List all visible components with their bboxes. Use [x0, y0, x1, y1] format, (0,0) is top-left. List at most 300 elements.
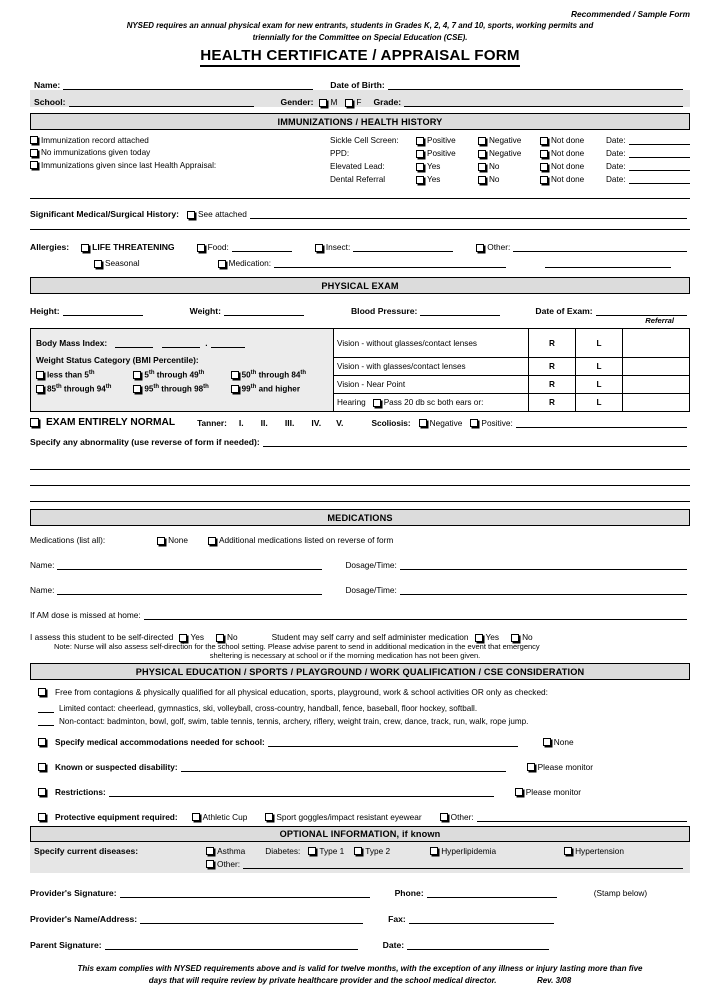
input[interactable] [629, 149, 690, 158]
hearing-pass-checkbox[interactable] [373, 399, 381, 407]
medications-none-label: None [168, 535, 188, 545]
scoliosis-positive-checkbox[interactable] [470, 419, 478, 427]
bmi-input-3[interactable] [211, 338, 245, 348]
label: No [489, 175, 500, 184]
scoliosis-label: Scoliosis: [371, 417, 411, 428]
scoliosis-negative-checkbox[interactable] [419, 419, 427, 427]
physical-exam-section-header: PHYSICAL EXAM [30, 277, 690, 294]
self-carry-no-label: No [522, 632, 533, 642]
protective-other-label: Other: [450, 812, 474, 822]
divider [30, 198, 690, 199]
label: No [489, 162, 500, 171]
hyperlipidemia-checkbox[interactable] [430, 847, 438, 855]
medications-list-all-label: Medications (list all): [30, 535, 106, 545]
ppd-positive[interactable] [416, 149, 478, 158]
vision-with-left[interactable]: L [575, 358, 622, 375]
vision-near-left[interactable]: L [575, 376, 622, 393]
label: Date: [606, 175, 626, 184]
type2-label: Type 2 [365, 846, 391, 856]
medication-allergy-checkbox[interactable] [218, 260, 226, 268]
gender-male-label: M [330, 97, 338, 107]
checkbox[interactable] [540, 150, 548, 158]
non-contact-row [30, 713, 690, 726]
medication-note-line1: Note: Nurse will also assess self-direction for the school setting. Please advise parent to send in additional medication in the event that emergency [54, 642, 540, 651]
disability-input[interactable] [181, 762, 506, 772]
bmi-label: Body Mass Index: [36, 338, 108, 348]
accommodations-input[interactable] [268, 737, 518, 747]
name-label: Name: [34, 80, 61, 90]
non-contact-input[interactable] [38, 717, 54, 726]
input[interactable] [629, 162, 690, 171]
asthma-label: Asthma [217, 846, 246, 856]
health-tests-list [330, 134, 690, 186]
abnormality-label: Specify any abnormality (use reverse of form if needed): [30, 437, 260, 447]
checkbox[interactable] [416, 150, 424, 158]
checkbox[interactable] [540, 176, 548, 184]
tanner-label: Tanner: [197, 417, 227, 428]
elevated-lead-yes[interactable] [416, 162, 478, 171]
grade-label: Grade: [373, 97, 402, 107]
no-immunizations-checkbox[interactable] [30, 149, 38, 157]
grade-input[interactable] [404, 97, 683, 107]
protective-other-input[interactable] [477, 812, 687, 822]
percentile-row-1 [36, 368, 328, 382]
type2-checkbox[interactable] [354, 847, 362, 855]
school-label: School: [34, 97, 66, 107]
bmi-input-1[interactable] [115, 338, 153, 348]
hearing-cell [334, 394, 528, 411]
self-carry-yes-label: Yes [485, 632, 500, 642]
food-allergy-input[interactable] [232, 242, 292, 252]
ppd-label: PPD: [330, 149, 350, 158]
immunizations-since-checkbox[interactable] [30, 161, 38, 169]
list-item[interactable] [30, 134, 330, 147]
blood-pressure-input[interactable] [420, 306, 500, 316]
immunizations-section-header: IMMUNIZATIONS / HEALTH HISTORY [30, 113, 690, 130]
checkbox[interactable] [478, 163, 486, 171]
allergies-row-2 [30, 252, 690, 268]
self-directed-no-checkbox[interactable] [216, 634, 224, 642]
input[interactable] [629, 175, 690, 184]
insect-allergy-checkbox[interactable] [315, 244, 323, 252]
height-label: Height: [30, 306, 60, 316]
diabetes-label: Diabetes: [265, 846, 301, 856]
protective-equipment-checkbox[interactable] [38, 813, 46, 821]
vision-near-right[interactable]: R [528, 376, 575, 393]
protective-equipment-row [30, 808, 690, 822]
label: Not done [551, 136, 585, 145]
checkbox[interactable] [478, 150, 486, 158]
allergies-label: Allergies: [30, 242, 70, 252]
checkbox[interactable] [231, 371, 239, 379]
vision-without-right[interactable]: R [528, 329, 575, 357]
checkbox[interactable] [540, 137, 548, 145]
asthma-checkbox[interactable] [206, 847, 214, 855]
label: Date: [606, 149, 626, 158]
hearing-label: Hearing [337, 398, 366, 407]
tanner-stage-v[interactable]: V. [336, 417, 344, 428]
immunization-record-label: Immunization record attached [41, 135, 149, 145]
vitals-row [30, 301, 690, 316]
parent-date-input[interactable] [407, 940, 549, 950]
medication-note-line2: sheltering is necessary at school or if the morning medication has not been given. [209, 651, 481, 660]
disability-checkbox[interactable] [38, 763, 46, 771]
percentile-less-than-5[interactable]: less than 5th [36, 370, 133, 380]
medication-name-label-2: Name: [30, 585, 55, 595]
abnormality-line-2[interactable] [30, 454, 690, 470]
abnormality-input[interactable] [263, 437, 687, 447]
hearing-referral[interactable] [622, 394, 689, 411]
see-attached-checkbox[interactable] [187, 211, 195, 219]
accommodations-checkbox[interactable] [38, 738, 46, 746]
hearing-right[interactable]: R [528, 394, 575, 411]
medication-dosage-label-1: Dosage/Time: [345, 560, 397, 570]
nysed-requirement-note [30, 19, 690, 43]
test-row-elevated-lead [330, 160, 690, 173]
checkbox[interactable] [478, 137, 486, 145]
restrictions-row [30, 783, 690, 797]
test-row-ppd [330, 147, 690, 160]
label: Negative [489, 149, 522, 158]
label: Date: [606, 136, 626, 145]
footer-line1: This exam complies with NYSED requirements above and is valid for twelve months, with the exception of any illness or injury lasting more than five [77, 964, 643, 973]
pe-section-header: PHYSICAL EDUCATION / SPORTS / PLAYGROUND / WORK QUALIFICATION / CSE CONSIDERATION [30, 663, 690, 680]
provider-address-row [30, 909, 690, 924]
provider-signature-label: Provider's Signature: [30, 888, 117, 898]
label: Positive [427, 149, 456, 158]
referral-column-label: Referral [645, 316, 674, 325]
table-row [334, 358, 689, 376]
vision-near-referral[interactable] [622, 376, 689, 393]
sickle-cell-date[interactable] [606, 136, 690, 145]
vision-hearing-table [334, 329, 689, 411]
other-allergy-label: Other: [487, 242, 511, 252]
immunizations-body [30, 134, 690, 186]
test-row-dental-referral [330, 173, 690, 186]
recommended-sample-label: Recommended / Sample Form [571, 9, 690, 19]
tanner-stage-iii[interactable]: III. [284, 417, 295, 428]
optional-section-header: OPTIONAL INFORMATION, if known [30, 826, 690, 842]
medication-name-label-1: Name: [30, 560, 55, 570]
parent-date-label: Date: [382, 940, 405, 950]
divider [30, 229, 690, 230]
sickle-cell-label: Sickle Cell Screen: [330, 136, 399, 145]
checkbox[interactable] [231, 385, 239, 393]
immunizations-since-label: Immunizations given since last Health Appraisal: [41, 160, 217, 170]
medication-name-input-2[interactable] [57, 585, 322, 595]
self-carry-yes-checkbox[interactable] [475, 634, 483, 642]
checkbox[interactable] [540, 163, 548, 171]
bmi-row: Body Mass Index: . [36, 333, 328, 348]
disability-row [30, 758, 690, 772]
disability-label: Known or suspected disability: [55, 762, 178, 772]
vision-with-referral[interactable] [622, 358, 689, 375]
hyperlipidemia-label: Hyperlipidemia [441, 846, 497, 856]
food-allergy-checkbox[interactable] [197, 244, 205, 252]
medication-row-1 [30, 555, 690, 570]
limited-contact-label: Limited contact: cheerlead, gymnastics, ski, volleyball, cross-country, handball, fence, baseball, floor hockey, softball. [59, 704, 478, 713]
provider-name-address-input[interactable] [140, 914, 363, 924]
protective-other-checkbox[interactable] [440, 813, 448, 821]
sickle-cell-positive[interactable] [416, 136, 478, 145]
abnormality-line-3[interactable] [30, 470, 690, 486]
checkbox[interactable] [478, 176, 486, 184]
am-dose-row [30, 605, 690, 620]
checkbox[interactable] [416, 163, 424, 171]
restrictions-checkbox[interactable] [38, 788, 46, 796]
checkbox[interactable] [36, 385, 44, 393]
vision-with-glasses-label: Vision - with glasses/contact lenses [337, 362, 466, 371]
provider-name-address-label: Provider's Name/Address: [30, 914, 138, 924]
accommodations-none-label: None [553, 737, 574, 747]
vision-without-left[interactable]: L [575, 329, 622, 357]
medical-history-input[interactable] [250, 209, 687, 219]
identity-block [30, 73, 690, 107]
restrictions-label: Restrictions: [55, 787, 106, 797]
dental-referral-date[interactable] [606, 175, 690, 184]
hypertension-checkbox[interactable] [564, 847, 572, 855]
parent-signature-row [30, 935, 690, 950]
bmi-panel [31, 329, 334, 411]
free-from-contagions-row [30, 685, 690, 699]
input[interactable] [629, 136, 690, 145]
immunization-record-checkbox[interactable] [30, 136, 38, 144]
percentile-99-and-higher[interactable]: 99th and higher [231, 384, 328, 394]
bmi-input-2[interactable] [162, 338, 200, 348]
label: Yes [427, 162, 441, 171]
disease-other-checkbox[interactable] [206, 860, 214, 868]
diseases-row [34, 845, 686, 857]
protective-equipment-label: Protective equipment required: [55, 812, 178, 822]
gender-female-label: F [356, 97, 362, 107]
height-input[interactable] [63, 306, 143, 316]
disease-other-label: Other: [217, 859, 241, 869]
hearing-left[interactable]: L [575, 394, 622, 411]
label: Negative [489, 136, 522, 145]
am-dose-missed-input[interactable] [144, 610, 687, 620]
non-contact-label: Non-contact: badminton, bowl, golf, swim, table tennis, tennis, archery, riflery, weight train, crew, dance, track, run, walk, rope jump. [59, 717, 529, 726]
vision-with-right[interactable]: R [528, 358, 575, 375]
dob-input[interactable] [388, 80, 683, 90]
medications-options-row [30, 530, 690, 545]
list-item[interactable] [30, 159, 330, 172]
checkbox[interactable] [133, 371, 141, 379]
exam-entirely-normal-label: EXAM ENTIRELY NORMAL [46, 417, 176, 428]
medication-allergy-label: Medication: [228, 258, 272, 268]
gender-male-checkbox[interactable] [319, 99, 327, 107]
see-attached-label: See attached [198, 209, 247, 219]
life-threatening-checkbox[interactable] [81, 244, 89, 252]
accommodations-label: Specify medical accommodations needed for school: [55, 737, 265, 747]
footer-line2: days that will require review by private healthcare provider and the school medical director. [148, 976, 497, 985]
accommodations-row [30, 733, 690, 747]
checkbox[interactable] [416, 176, 424, 184]
type1-checkbox[interactable] [308, 847, 316, 855]
medication-row-2 [30, 580, 690, 595]
self-directed-label: I assess this student to be self-directed [30, 632, 174, 642]
other-allergy-checkbox[interactable] [476, 244, 484, 252]
athletic-cup-checkbox[interactable] [192, 813, 200, 821]
parent-signature-input[interactable] [105, 940, 358, 950]
page-title [30, 47, 690, 64]
disability-monitor-label: Please monitor [537, 762, 593, 772]
ppd-notdone[interactable] [540, 149, 606, 158]
weight-status-label: Weight Status Category (BMI Percentile): [36, 355, 199, 365]
nysed-note-line2: triennially for the Committee on Special Education (CSE). [252, 32, 468, 42]
insect-allergy-label: Insect: [325, 242, 351, 252]
accommodations-none-checkbox[interactable] [543, 738, 551, 746]
self-directed-yes-checkbox[interactable] [179, 634, 187, 642]
sickle-cell-notdone[interactable] [540, 136, 606, 145]
percentile-95-through-98[interactable]: 95th through 98th [133, 384, 230, 394]
restrictions-monitor-checkbox[interactable] [515, 788, 523, 796]
parent-signature-label: Parent Signature: [30, 940, 102, 950]
scoliosis-positive-label: Positive: [481, 417, 513, 428]
limited-contact-input[interactable] [38, 704, 54, 713]
medications-none-checkbox[interactable] [157, 537, 165, 545]
fax-input[interactable] [409, 914, 554, 924]
list-item[interactable] [30, 147, 330, 160]
allergy-extra-input[interactable] [545, 258, 671, 268]
immunization-checkbox-list [30, 134, 330, 186]
percentile-85-through-94[interactable]: 85th through 94th [36, 384, 133, 394]
sickle-cell-negative[interactable] [478, 136, 540, 145]
checkbox[interactable] [416, 137, 424, 145]
restrictions-monitor-label: Please monitor [525, 787, 582, 797]
seasonal-allergy-label: Seasonal [105, 258, 140, 268]
tanner-stage-iv[interactable]: IV. [311, 417, 322, 428]
label: Positive [427, 136, 456, 145]
abnormality-line-4[interactable] [30, 486, 690, 502]
self-direction-row [30, 627, 690, 642]
label: Date: [606, 162, 626, 171]
no-immunizations-label: No immunizations given today [41, 148, 151, 158]
percentile-50-through-84[interactable]: 50th through 84th [231, 370, 328, 380]
table-row [334, 329, 689, 358]
tanner-stage-ii[interactable]: II. [260, 417, 268, 428]
medical-history-row [30, 203, 690, 219]
elevated-lead-date[interactable] [606, 162, 690, 171]
medication-dosage-input-1[interactable] [400, 560, 687, 570]
seasonal-allergy-checkbox[interactable] [94, 260, 102, 268]
gender-female-checkbox[interactable] [345, 99, 353, 107]
free-from-contagions-checkbox[interactable] [38, 688, 46, 696]
self-directed-yes-label: Yes [190, 632, 204, 642]
fax-label: Fax: [388, 914, 406, 924]
phone-label: Phone: [394, 888, 424, 898]
exam-entirely-normal-checkbox[interactable] [30, 418, 39, 427]
medications-section-header: MEDICATIONS [30, 509, 690, 526]
date-of-exam-input[interactable] [596, 306, 687, 316]
name-dob-row [30, 73, 690, 90]
medical-history-label: Significant Medical/Surgical History: [30, 209, 179, 219]
footer-note [30, 963, 690, 987]
table-row [334, 376, 689, 394]
percentile-5-through-49[interactable]: 5th through 49th [133, 370, 230, 380]
label: Not done [551, 162, 585, 171]
hypertension-label: Hypertension [575, 846, 624, 856]
exam-normal-row [30, 417, 690, 428]
medication-allergy-input[interactable] [274, 258, 506, 268]
gender-label: Gender: [280, 97, 314, 107]
medication-dosage-label-2: Dosage/Time: [345, 585, 397, 595]
phone-input[interactable] [427, 888, 557, 898]
medications-additional-label: Additional medications listed on reverse of form [219, 535, 394, 545]
limited-contact-row [30, 700, 690, 713]
dob-label: Date of Birth: [330, 80, 385, 90]
label: Not done [551, 149, 585, 158]
restrictions-input[interactable] [109, 787, 494, 797]
checkbox[interactable] [36, 371, 44, 379]
name-input[interactable] [63, 80, 313, 90]
self-carry-label: Student may self carry and self administer medication [271, 632, 469, 642]
label: Yes [427, 175, 441, 184]
self-carry-no-checkbox[interactable] [511, 634, 519, 642]
vision-without-referral[interactable] [622, 329, 689, 357]
hearing-pass-label: Pass 20 db sc both ears or: [383, 398, 484, 407]
weight-label: Weight: [189, 306, 221, 316]
optional-diseases-panel [30, 842, 690, 873]
goggles-checkbox[interactable] [265, 813, 273, 821]
footer-line2-wrap [52, 975, 668, 987]
school-input[interactable] [69, 97, 254, 107]
scoliosis-negative-label: Negative [429, 417, 463, 428]
food-allergy-label: Food: [207, 242, 229, 252]
page-title-text: HEALTH CERTIFICATE / APPRAISAL FORM [200, 47, 519, 67]
dental-referral-no[interactable] [478, 175, 540, 184]
athletic-cup-label: Athletic Cup [202, 812, 248, 822]
medication-name-input-1[interactable] [57, 560, 322, 570]
insect-allergy-input[interactable] [353, 242, 453, 252]
scoliosis-positive-input[interactable] [516, 418, 687, 428]
diseases-other-row [34, 857, 686, 869]
vision-near-point-label: Vision - Near Point [337, 380, 406, 389]
am-dose-missed-label: If AM dose is missed at home: [30, 610, 141, 620]
checkbox[interactable] [133, 385, 141, 393]
dental-referral-yes[interactable] [416, 175, 478, 184]
weight-input[interactable] [224, 306, 304, 316]
school-gender-grade-row [30, 90, 690, 107]
type1-label: Type 1 [319, 846, 345, 856]
diseases-label: Specify current diseases: [34, 846, 139, 856]
ppd-negative[interactable] [478, 149, 540, 158]
provider-signature-row [30, 883, 690, 898]
nysed-note-line1: NYSED requires an annual physical exam for new entrants, students in Grades K, 2, 4, 7 and 10, sports, working permits and [126, 21, 594, 30]
dental-referral-notdone[interactable] [540, 175, 606, 184]
revision-label: Rev. 3/08 [536, 976, 572, 985]
label: Not done [551, 175, 585, 184]
exam-measurements-table [30, 328, 690, 412]
allergies-row-1 [30, 236, 690, 252]
ppd-date[interactable] [606, 149, 690, 158]
disease-other-input[interactable] [243, 859, 683, 869]
blood-pressure-label: Blood Pressure: [350, 306, 418, 316]
tanner-stage-i[interactable]: I. [238, 417, 244, 428]
life-threatening-label: LIFE THREATENING [92, 242, 175, 252]
medications-additional-checkbox[interactable] [208, 537, 216, 545]
provider-signature-input[interactable] [120, 888, 370, 898]
medication-dosage-input-2[interactable] [400, 585, 687, 595]
table-row [334, 394, 689, 411]
disability-monitor-checkbox[interactable] [527, 763, 535, 771]
abnormality-row [30, 433, 690, 447]
date-of-exam-label: Date of Exam: [535, 306, 593, 316]
free-from-contagions-label: Free from contagions & physically qualified for all physical education, sports, playground, work & school activities OR only as checked: [55, 687, 548, 697]
elevated-lead-no[interactable] [478, 162, 540, 171]
elevated-lead-notdone[interactable] [540, 162, 606, 171]
goggles-label: Sport goggles/impact resistant eyewear [276, 812, 422, 822]
other-allergy-input[interactable] [513, 242, 687, 252]
